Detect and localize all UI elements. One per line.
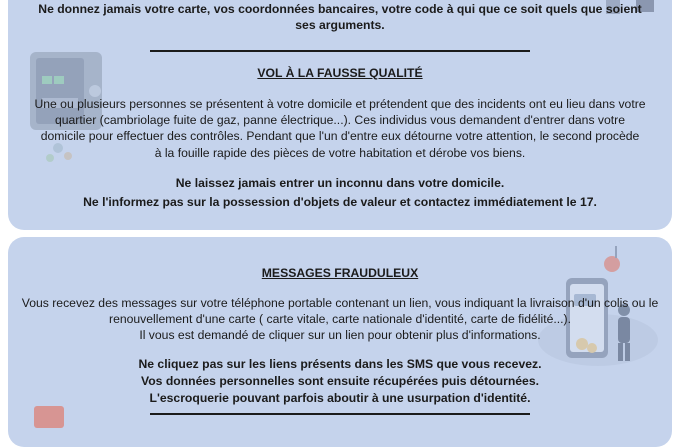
section-paragraph bbox=[12, 295, 668, 344]
divider bbox=[150, 50, 530, 52]
section-paragraph bbox=[22, 96, 658, 161]
paragraph-line: Vous recevez des messages sur votre téléphone portable contenant un lien, vous indiquant la livraison d'un colis ou le bbox=[21, 296, 659, 310]
section-title: VOL À LA FAUSSE QUALITÉ bbox=[257, 66, 423, 80]
paragraph-line: à la fouille rapide des pièces de votre habitation et dérobe vos biens. bbox=[154, 145, 526, 160]
paragraph-line: quartier (cambriolage fuite de gaz, panne électrique...). Ces individus vous demandent d'entrer dans votre bbox=[54, 113, 626, 128]
divider bbox=[150, 413, 530, 415]
paragraph-line: domicile pour effectuer des contrôles. Pendant que l'un d'entre eux détourne votre attention, le second procède bbox=[40, 129, 640, 144]
bank-warning: Ne donnez jamais votre carte, vos coordonnées bancaires, votre code à qui que ce soit quels que soient ses arguments. bbox=[38, 2, 642, 32]
red-tag-icon bbox=[34, 404, 64, 428]
paragraph-line: Une ou plusieurs personnes se présentent à votre domicile et prétendent que des incidents ont eu lieu dans votre bbox=[34, 97, 646, 111]
advice-line: Vos données personnelles sont ensuite récupérées puis détournées. bbox=[140, 374, 539, 388]
advice-line: Ne laissez jamais entrer un inconnu dans votre domicile. bbox=[175, 176, 505, 190]
section-title: MESSAGES FRAUDULEUX bbox=[261, 266, 419, 280]
paragraph-line: Il vous est demandé de cliquer sur un lien pour obtenir plus d'informations. bbox=[139, 328, 541, 343]
paragraph-line: renouvellement d'une carte ( carte vitale, carte nationale d'identité, carte de fidélité...). bbox=[109, 312, 571, 327]
advice-line: L'escroquerie pouvant parfois aboutir à une usurpation d'identité. bbox=[149, 391, 531, 405]
advice-line: Ne l'informez pas sur la possession d'objets de valeur et contactez immédiatement le 17. bbox=[83, 195, 597, 209]
advice-line: Ne cliquez pas sur les liens présents dans les SMS que vous recevez. bbox=[138, 357, 542, 371]
